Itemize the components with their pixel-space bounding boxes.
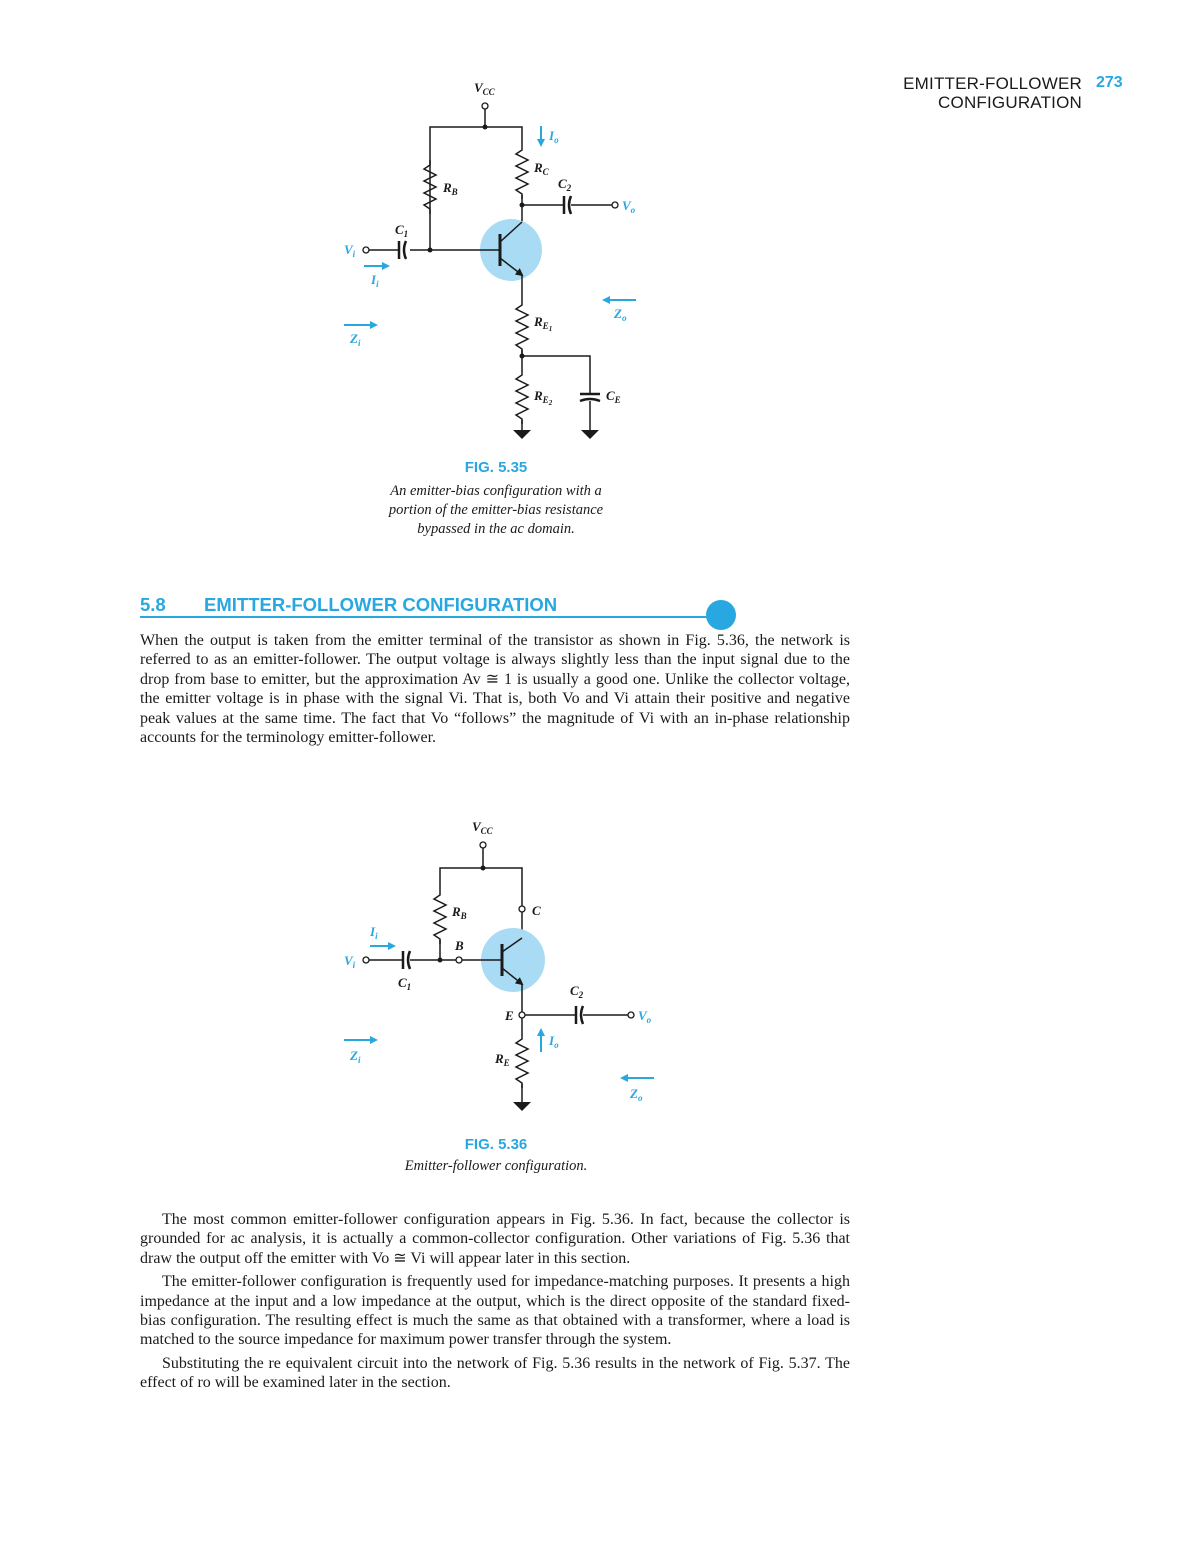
zo-label: $Z_o$: [630, 1086, 643, 1103]
c2-label: $C_2$: [558, 176, 572, 193]
vi-label: $V_i$: [344, 242, 356, 259]
re-resistor: [516, 1034, 528, 1088]
re1-label: $R_E1$: [534, 314, 553, 333]
vo-label: $V_o$: [638, 1008, 652, 1025]
section-title: EMITTER-FOLLOWER CONFIGURATION: [204, 594, 558, 615]
ground-symbol: [513, 1102, 531, 1111]
zo-label: $Z_o$: [614, 306, 627, 323]
header-line-1: EMITTER-FOLLOWER: [903, 74, 1082, 93]
zi-label: $Z_i$: [350, 331, 361, 348]
rb-label: $R_B$: [452, 904, 467, 921]
vi-label: $V_i$: [344, 953, 356, 970]
rc-resistor: [516, 145, 528, 199]
rc-label: $R_C$: [534, 160, 549, 177]
base-label: B: [455, 938, 464, 953]
vcc-terminal: [482, 103, 488, 109]
fig-5-35-caption: An emitter-bias configuration with a portion of the emitter-bias resistance bypassed in the ac domain.: [388, 483, 604, 537]
ground-symbol: [581, 430, 599, 439]
ii-label: $I_i$: [370, 924, 378, 941]
body-paragraph-2: The most common emitter-follower configuration appears in Fig. 5.36. In fact, because the collector is grounded for ac analysis, it is actually a common-collector configuration. Other variations of Fig. 5.36 that draw the output off the emitter with Vo ≅ Vi will appear later in this section.: [140, 1211, 850, 1267]
section-number: 5.8: [140, 594, 166, 615]
collector-label: C: [532, 903, 541, 918]
section-heading: [140, 594, 720, 618]
vcc-label: $V_{CC}$: [472, 819, 493, 836]
page-number: 273: [1096, 74, 1123, 91]
rb-resistor: [434, 890, 446, 944]
io-label: $I_o$: [549, 128, 559, 145]
emitter-label: E: [505, 1008, 514, 1023]
body-paragraph-3: The emitter-follower configuration is frequently used for impedance-matching purposes. It presents a high impedance at the input and a low impedance at the output, which is the direct opposite of the standard fixed-bias configuration. The resulting effect is much the same as that obtained with a transformer, where a load is matched to the source impedance for maximum power transfer through the system.: [140, 1273, 850, 1349]
body-paragraph-1: When the output is taken from the emitter terminal of the transistor as shown in Fig. 5.36, the network is referred to as an emitter-follower. The output voltage is always slightly less than the input signal due to the drop from base to emitter, but the approximation Av ≅ 1 is usually a good one. Unlike the collector voltage, the emitter voltage is in phase with the signal Vi. That is, both Vo and Vi attain their positive and negative peak values at the same time. The fact that Vo “follows” the magnitude of Vi with an in-phase relationship accounts for the terminology emitter-follower.: [140, 632, 850, 747]
ii-label: $I_i$: [371, 272, 379, 289]
fig-5-36-label: FIG. 5.36: [464, 1136, 528, 1153]
body-paragraph-4: Substituting the re equivalent circuit into the network of Fig. 5.36 results in the network of Fig. 5.37. The effect of ro will be examined later in the section.: [140, 1354, 850, 1392]
fig-5-36-circuit: [0, 810, 760, 1130]
fig-5-36-caption: Emitter-follower configuration.: [404, 1158, 588, 1174]
zi-label: $Z_i$: [350, 1048, 361, 1065]
re-label: $R_E$: [495, 1051, 510, 1068]
vo-label: $V_o$: [622, 198, 636, 215]
fig-5-35-label: FIG. 5.35: [464, 459, 528, 476]
c2-label: $C_2$: [570, 983, 584, 1000]
ground-symbol: [513, 430, 531, 439]
c1-label: $C_1$: [398, 975, 412, 992]
header-line-2: CONFIGURATION: [938, 93, 1082, 112]
running-header: [903, 74, 1082, 112]
re1-resistor: [516, 300, 528, 354]
re2-label: $R_E2$: [534, 388, 553, 407]
body-paragraphs: [140, 1210, 850, 1393]
section-dot: [706, 600, 736, 630]
ce-label: $C_E$: [606, 388, 621, 405]
io-label: $I_o$: [549, 1033, 559, 1050]
rb-label: $R_B$: [443, 180, 458, 197]
c1-label: $C_1$: [395, 222, 409, 239]
re2-resistor: [516, 370, 528, 424]
vcc-label: $V_{CC}$: [474, 80, 495, 97]
